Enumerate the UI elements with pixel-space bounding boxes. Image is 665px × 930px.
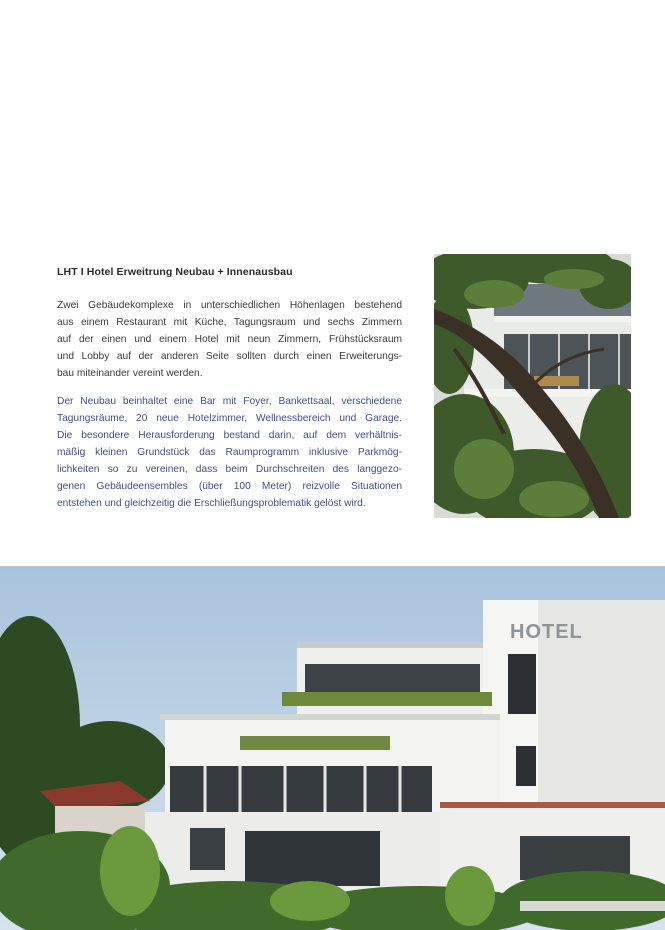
hotel-sign: HOTEL xyxy=(510,621,583,643)
article-paragraph-1 xyxy=(57,297,402,382)
paragraph-line: Der Neubau beinhaltet eine Bar mit Foyer, Bankettsaal, verschiedene xyxy=(57,396,402,407)
paragraph-line: auf der einen und einem Hotel mit neun Zimmern, Frühstücksraum xyxy=(57,334,402,345)
paragraph-line: Die besondere Herausforderung bestand darin, auf dem verhältnis- xyxy=(57,430,402,441)
paragraph-line: bau miteinander vereint werden. xyxy=(57,368,203,379)
article-title: LHT I Hotel Erweitrung Neubau + Innenausbau xyxy=(57,266,293,278)
paragraph-line: Tagungsräume, 20 neue Hotelzimmer, Wellnessbereich und Garage. xyxy=(57,413,402,424)
paragraph-line: und Lobby auf der anderen Seite sollten durch einen Erweiterungs- xyxy=(57,351,402,362)
hotel-building-photo xyxy=(0,566,665,930)
paragraph-line: Zwei Gebäudekomplexe in unterschiedlichen Höhenlagen bestehend xyxy=(57,300,402,311)
paragraph-line: mäßig kleinen Grundstück das Raumprogramm inklusive Parkmög- xyxy=(57,447,402,458)
paragraph-line: genen Gebäudeensembles (über 100 Meter) reizvolle Situationen xyxy=(57,481,402,492)
hotel-facade-photo xyxy=(434,254,631,518)
article-paragraph-2 xyxy=(57,393,402,512)
paragraph-line: lichkeiten so zu vereinen, dass beim Durchschreiten des langgezo- xyxy=(57,464,402,475)
paragraph-line: aus einem Restaurant mit Küche, Tagungsraum und sechs Zimmern xyxy=(57,317,402,328)
paragraph-line: entstehen und gleichzeitig die Erschließungsproblematik gelöst wird. xyxy=(57,498,366,509)
